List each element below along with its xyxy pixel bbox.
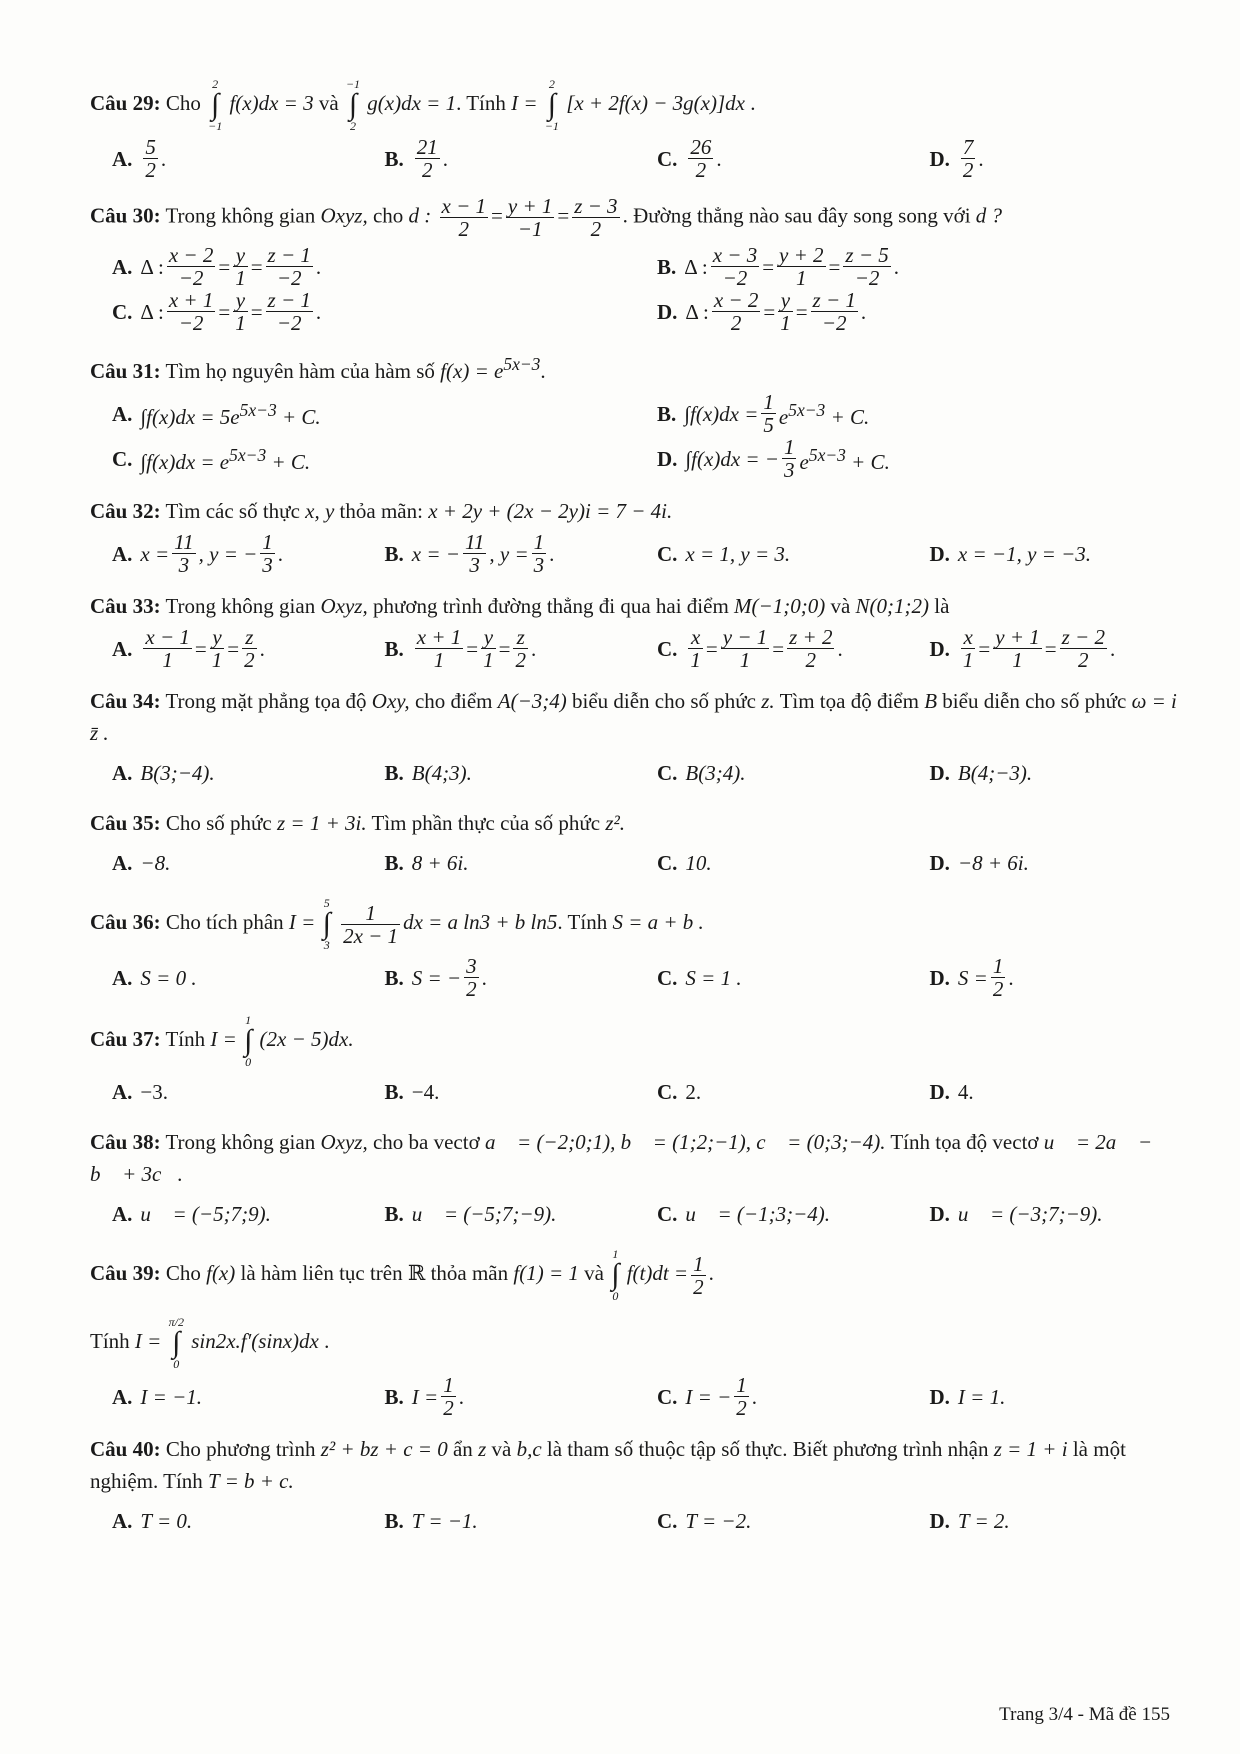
question-stem: Câu 30: Trong không gian Oxyz, cho d : $\frac{x - 1}{2}$ = $\frac{y + 1}{-1}$ = $\frac{z - 3}{2}$ . Đường thẳng nào sau đây song song với d ? bbox=[90, 194, 1003, 241]
options bbox=[90, 244, 1180, 334]
option-c[interactable]: C. 2. bbox=[657, 1080, 702, 1104]
question-number: Câu 35: bbox=[90, 811, 161, 835]
question-number: Câu 30: bbox=[90, 203, 161, 228]
option-c[interactable]: C. S = 1 . bbox=[657, 965, 742, 990]
question-36 bbox=[90, 897, 1180, 1000]
option-c[interactable]: C. Δ : $\frac{x + 1}{-2}$ = $\frac{y}{1}$ = $\frac{z - 1}{-2}$ . bbox=[112, 288, 322, 335]
option-d[interactable]: D. −8 + 6i. bbox=[929, 851, 1029, 875]
options bbox=[90, 531, 1180, 576]
option-b[interactable]: B. 8 + 6i. bbox=[384, 851, 469, 875]
option-a[interactable]: A. I = −1. bbox=[112, 1384, 203, 1409]
integral-sign: 1 ∫ 0 bbox=[244, 1013, 253, 1069]
question-stem: Câu 39: Cho f(x) là hàm liên tục trên ℝ thỏa mãn f(1) = 1 và 1 ∫ 0 f(t)dt = $\frac{1}{2}$ . bbox=[90, 1247, 714, 1303]
option-b[interactable]: B. Δ : $\frac{x - 3}{-2}$ = $\frac{y + 2}{1}$ = $\frac{z - 5}{-2}$ . bbox=[657, 243, 899, 290]
option-c[interactable]: C. $\frac{x}{1}$ = $\frac{y - 1}{1}$ = $\frac{z + 2}{2}$ . bbox=[657, 625, 843, 672]
question-29 bbox=[90, 78, 1180, 181]
option-a[interactable]: A. x = $\frac{11}{3}$ , y = − $\frac{1}{3}$ . bbox=[112, 530, 284, 577]
question-number: Câu 32: bbox=[90, 499, 161, 523]
option-d[interactable]: D. x = −1, y = −3. bbox=[929, 541, 1091, 566]
option-a[interactable]: A. T = 0. bbox=[112, 1509, 193, 1533]
option-b[interactable]: B. −4. bbox=[384, 1080, 440, 1104]
options bbox=[90, 136, 1180, 181]
question-number: Câu 33: bbox=[90, 594, 161, 618]
options bbox=[90, 391, 1180, 481]
option-b[interactable]: B. x = − $\frac{11}{3}$ , y = $\frac{1}{3}$ . bbox=[384, 530, 555, 577]
question-stem: Câu 29: Cho 2 ∫ −1 f(x)dx = 3 và −1 ∫ 2 g(x)dx = 1. Tính I = 2 ∫ −1 [x + 2f(x) − 3g(x)]dx . bbox=[90, 77, 756, 133]
question-number: Câu 40: bbox=[90, 1437, 161, 1461]
question-number: Câu 31: bbox=[90, 359, 161, 383]
option-b[interactable]: B. $\frac{21}{2}$ . bbox=[384, 135, 449, 182]
question-number: Câu 36: bbox=[90, 909, 161, 934]
question-31 bbox=[90, 348, 1180, 481]
options bbox=[90, 1501, 1180, 1541]
option-b[interactable]: B. u⃗ = (−5;7;−9). bbox=[384, 1202, 557, 1226]
question-stem: Câu 31: Tìm họ nguyên hàm của hàm số $f(x) = e^{5x-3}$. bbox=[90, 354, 546, 383]
option-d[interactable]: D. $\frac{7}{2}$ . bbox=[929, 135, 984, 182]
option-a[interactable]: A. B(3;−4). bbox=[112, 761, 215, 785]
question-33 bbox=[90, 590, 1180, 671]
option-a[interactable]: A. −8. bbox=[112, 851, 171, 875]
question-number: Câu 34: bbox=[90, 689, 161, 713]
integral-sign: 2 ∫ −1 bbox=[544, 77, 559, 133]
question-stem: Câu 32: Tìm các số thực x, y thỏa mãn: x + 2y + (2x − 2y)i = 7 − 4i. bbox=[90, 499, 673, 523]
question-number: Câu 37: bbox=[90, 1026, 161, 1051]
question-stem: Câu 40: Cho phương trình z² + bz + c = 0 ẩn z và b,c là tham số thuộc tập số thực. Biết phương trình nhận z = 1 + i là một nghiệm. Tính T = b + c. bbox=[90, 1437, 1126, 1493]
integral-sign: 5 ∫ 3 bbox=[322, 896, 331, 952]
question-40 bbox=[90, 1433, 1180, 1541]
option-a[interactable]: A. −3. bbox=[112, 1080, 169, 1104]
exam-page bbox=[90, 78, 1180, 1555]
option-a[interactable]: A. $\frac{5}{2}$ . bbox=[112, 135, 167, 182]
option-a[interactable]: A. $\int f(x)dx = 5e^{5x-3} + C$. bbox=[112, 400, 321, 429]
options bbox=[90, 1072, 1180, 1112]
option-d[interactable]: D. Δ : $\frac{x - 2}{2}$ = $\frac{y}{1}$ = $\frac{z - 1}{-2}$ . bbox=[657, 288, 867, 335]
integral-sign: −1 ∫ 2 bbox=[345, 77, 361, 133]
option-a[interactable]: A. $\frac{x - 1}{1}$ = $\frac{y}{1}$ = $\frac{z}{2}$ . bbox=[112, 625, 265, 672]
question-32 bbox=[90, 495, 1180, 576]
option-b[interactable]: B. $\frac{x + 1}{1}$ = $\frac{y}{1}$ = $\frac{z}{2}$ . bbox=[384, 625, 537, 672]
option-d[interactable]: D. B(4;−3). bbox=[929, 761, 1033, 785]
page-footer: Trang 3/4 - Mã đề 155 bbox=[999, 1704, 1170, 1725]
question-stem: Câu 35: Cho số phức z = 1 + 3i. Tìm phần thực của số phức z². bbox=[90, 811, 626, 835]
question-number: Câu 38: bbox=[90, 1130, 161, 1154]
option-c[interactable]: C. B(3;4). bbox=[657, 761, 746, 785]
options bbox=[90, 843, 1180, 883]
question-38 bbox=[90, 1126, 1180, 1234]
question-number: Câu 39: bbox=[90, 1260, 161, 1285]
option-c[interactable]: C. $\int f(x)dx = e^{5x-3} + C$. bbox=[112, 445, 311, 474]
option-d[interactable]: D. T = 2. bbox=[929, 1509, 1010, 1533]
question-37 bbox=[90, 1014, 1180, 1112]
option-d[interactable]: D. $\frac{x}{1}$ = $\frac{y + 1}{1}$ = $\frac{z - 2}{2}$ . bbox=[929, 625, 1116, 672]
option-b[interactable]: B. ∫f(x)dx = $\frac{1}{5}$ $e^{5x-3} + C$. bbox=[657, 390, 870, 437]
question-stem-2: Tính I = π/2 ∫ 0 sin2x.f′(sinx)dx . bbox=[90, 1315, 330, 1371]
option-d[interactable]: D. ∫f(x)dx = − $\frac{1}{3}$ $e^{5x-3} + C$. bbox=[657, 435, 890, 482]
question-39 bbox=[90, 1248, 1180, 1419]
option-a[interactable]: A. S = 0 . bbox=[112, 965, 197, 990]
option-a[interactable]: A. u⃗ = (−5;7;9). bbox=[112, 1202, 271, 1226]
option-c[interactable]: C. I = − $\frac{1}{2}$ . bbox=[657, 1373, 758, 1420]
option-b[interactable]: B. I = $\frac{1}{2}$ . bbox=[384, 1373, 464, 1420]
options bbox=[90, 955, 1180, 1000]
options bbox=[90, 626, 1180, 671]
question-stem: Câu 36: Cho tích phân I = 5 ∫ 3 $\frac{1}{2x - 1}$ dx = a ln3 + b ln5. Tính S = a + b . bbox=[90, 896, 704, 952]
integral-sign: π/2 ∫ 0 bbox=[168, 1315, 184, 1371]
option-d[interactable]: D. I = 1. bbox=[929, 1384, 1006, 1409]
option-c[interactable]: C. u⃗ = (−1;3;−4). bbox=[657, 1202, 830, 1226]
option-c[interactable]: C. x = 1, y = 3. bbox=[657, 541, 791, 566]
question-number: Câu 29: bbox=[90, 90, 161, 115]
option-b[interactable]: B. B(4;3). bbox=[384, 761, 472, 785]
option-d[interactable]: D. S = $\frac{1}{2}$ . bbox=[929, 954, 1014, 1001]
question-stem: Câu 33: Trong không gian Oxyz, phương trình đường thẳng đi qua hai điểm M(−1;0;0) và N(0;1;2) là bbox=[90, 594, 950, 618]
option-d[interactable]: D. 4. bbox=[929, 1080, 974, 1104]
options bbox=[90, 1194, 1180, 1234]
integral-sign: 1 ∫ 0 bbox=[611, 1247, 620, 1303]
option-a[interactable]: A. Δ : $\frac{x - 2}{-2}$ = $\frac{y}{1}$ = $\frac{z - 1}{-2}$ . bbox=[112, 243, 322, 290]
option-c[interactable]: C. T = −2. bbox=[657, 1509, 752, 1533]
option-c[interactable]: C. $\frac{26}{2}$ . bbox=[657, 135, 722, 182]
question-30 bbox=[90, 195, 1180, 334]
options bbox=[90, 753, 1180, 793]
question-stem: Câu 34: Trong mặt phẳng tọa độ Oxy, cho điểm A(−3;4) biểu diễn cho số phức z. Tìm tọa độ điểm B biểu diễn cho số phức ω = i z̄ . bbox=[90, 689, 1177, 745]
question-34 bbox=[90, 685, 1180, 793]
options bbox=[90, 1374, 1180, 1419]
question-35 bbox=[90, 807, 1180, 883]
option-b[interactable]: B. S = − $\frac{3}{2}$ . bbox=[384, 954, 487, 1001]
option-d[interactable]: D. u⃗ = (−3;7;−9). bbox=[929, 1202, 1103, 1226]
option-c[interactable]: C. 10. bbox=[657, 851, 712, 875]
integral-sign: 2 ∫ −1 bbox=[208, 77, 223, 133]
question-stem: Câu 37: Tính I = 1 ∫ 0 (2x − 5)dx. bbox=[90, 1013, 354, 1069]
option-b[interactable]: B. T = −1. bbox=[384, 1509, 478, 1533]
question-stem: Câu 38: Trong không gian Oxyz, cho ba vectơ a⃗ = (−2;0;1), b⃗ = (1;2;−1), c⃗ = (0;3;−4). Tính tọa độ vectơ u⃗ = 2a⃗ − b⃗ + 3c⃗. bbox=[90, 1130, 1153, 1186]
